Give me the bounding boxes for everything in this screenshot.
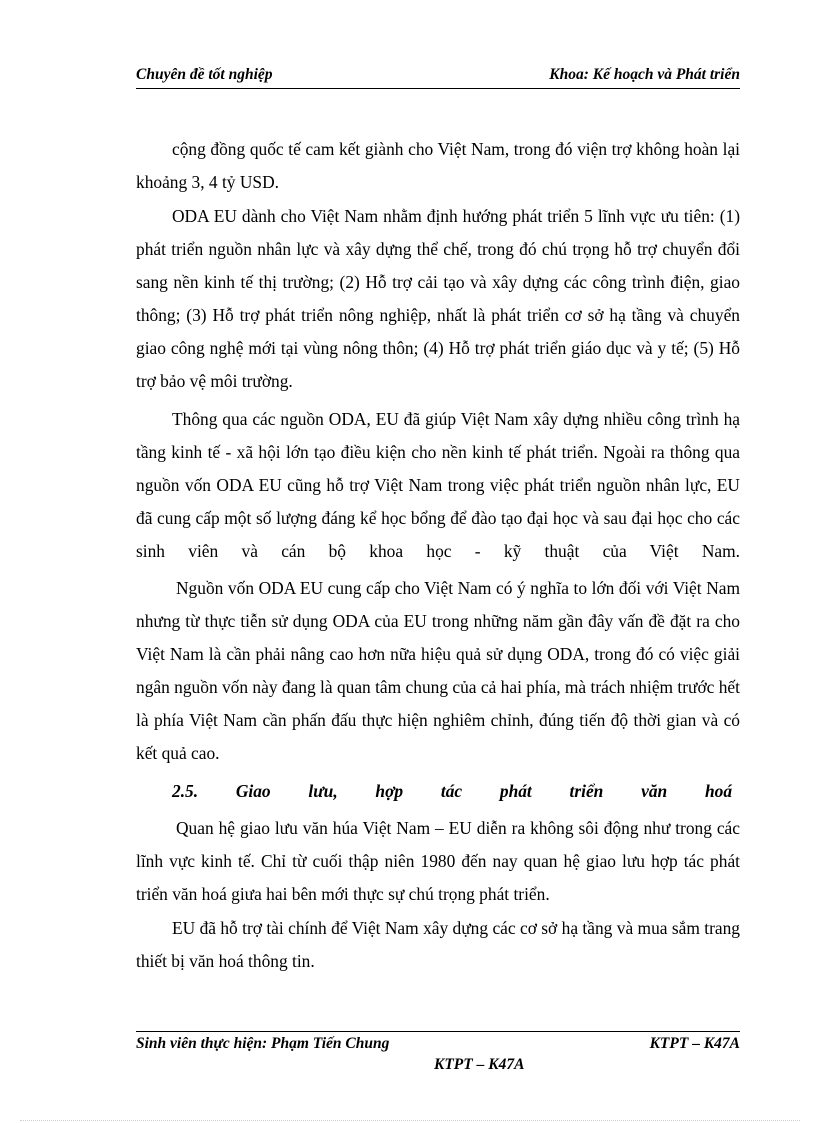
heading-word: triển (569, 780, 604, 801)
paragraph-6: EU đã hỗ trợ tài chính để Việt Nam xây dựng các cơ sở hạ tầng và mua sắm trang thiết bị văn hoá thông tin. (136, 918, 740, 971)
paragraph-3: Thông qua các nguồn ODA, EU đã giúp Việt Nam xây dựng nhiều công trình hạ tầng kinh tế - xã hội lớn tạo điều kiện cho nền kinh tế phát triển. Ngoài ra thông qua nguồn vốn ODA EU cũng hỗ trợ Việt Nam trong việc phát triển nguồn nhân lực, EU đã cung cấp một số lượng đáng kể học bổng để đào tạo đại học và sau đại học cho các sinh viên và cán bộ khoa học - kỹ thuật của Việt Nam. (136, 408, 740, 561)
paragraph-5: Quan hệ giao lưu văn húa Việt Nam – EU diễn ra không sôi động như trong các lĩnh vực kinh tế. Chỉ từ cuối thập niên 1980 đến nay quan hệ giao lưu hợp tác phát triển văn hoá giưa hai bên mới thực sự chú trọng phát triển. (136, 818, 740, 904)
paragraph-2: ODA EU dành cho Việt Nam nhằm định hướng phát triển 5 lĩnh vực ưu tiên: (1) phát triển nguồn nhân lực và xây dựng thể chế, trong đó chú trọng hỗ trợ chuyển đổi sang nền kinh tế thị trường; (2) Hỗ trợ cải tạo và xây dựng các công trình điện, giao thông; (3) Hỗ trợ phát triển nông nghiệp, nhất là phát triển cơ sở hạ tầng và chuyển giao công nghệ mới tại vùng nông thôn; (4) Hỗ trợ phát triển giáo dục và y tế; (5) Hỗ trợ bảo vệ môi trường. (136, 206, 740, 391)
footer-class-code: KTPT – K47A (649, 1035, 740, 1052)
paragraph-4: Nguồn vốn ODA EU cung cấp cho Việt Nam có ý nghĩa to lớn đối với Việt Nam nhưng từ thực tiễn sử dụng ODA của EU trong những năm gần đây vấn đề đặt ra cho Việt Nam là cần phải nâng cao hơn nữa hiệu quả sử dụng ODA, trong đó có việc giải ngân nguồn vốn này đang là quan tâm chung của cả hai phía, mà trách nhiệm trước hết là phía Việt Nam cần phấn đấu thực hiện nghiêm chỉnh, đúng tiến độ thời gian và có kết quả cao. (136, 578, 740, 763)
footer-author: Sinh viên thực hiện: Phạm Tiến Chung (136, 1035, 390, 1052)
section-heading (136, 775, 740, 808)
heading-word: hoá (704, 780, 733, 801)
footer-center-code: KTPT – K47A (434, 1056, 525, 1073)
heading-word: lưu, (308, 780, 338, 801)
page-bottom-dotted-line (20, 1120, 800, 1121)
header-left-text: Chuyên đề tốt nghiệp (136, 66, 273, 83)
page-footer (136, 1035, 740, 1057)
paragraph-1: cộng đồng quốc tế cam kết giành cho Việt Nam, trong đó viện trợ không hoàn lại khoảng 3, 4 tỷ USD. (136, 139, 740, 192)
page-header (136, 66, 740, 89)
heading-word: tác (440, 780, 463, 801)
heading-word: phát (499, 780, 532, 801)
heading-word: Giao (235, 780, 271, 801)
heading-word: hợp (375, 780, 404, 801)
footer-divider (136, 1031, 740, 1032)
header-right-text: Khoa: Kế hoạch và Phát triển (549, 66, 740, 83)
document-body (136, 133, 740, 983)
heading-number: 2.5. (172, 780, 199, 801)
heading-word: văn (641, 780, 668, 801)
